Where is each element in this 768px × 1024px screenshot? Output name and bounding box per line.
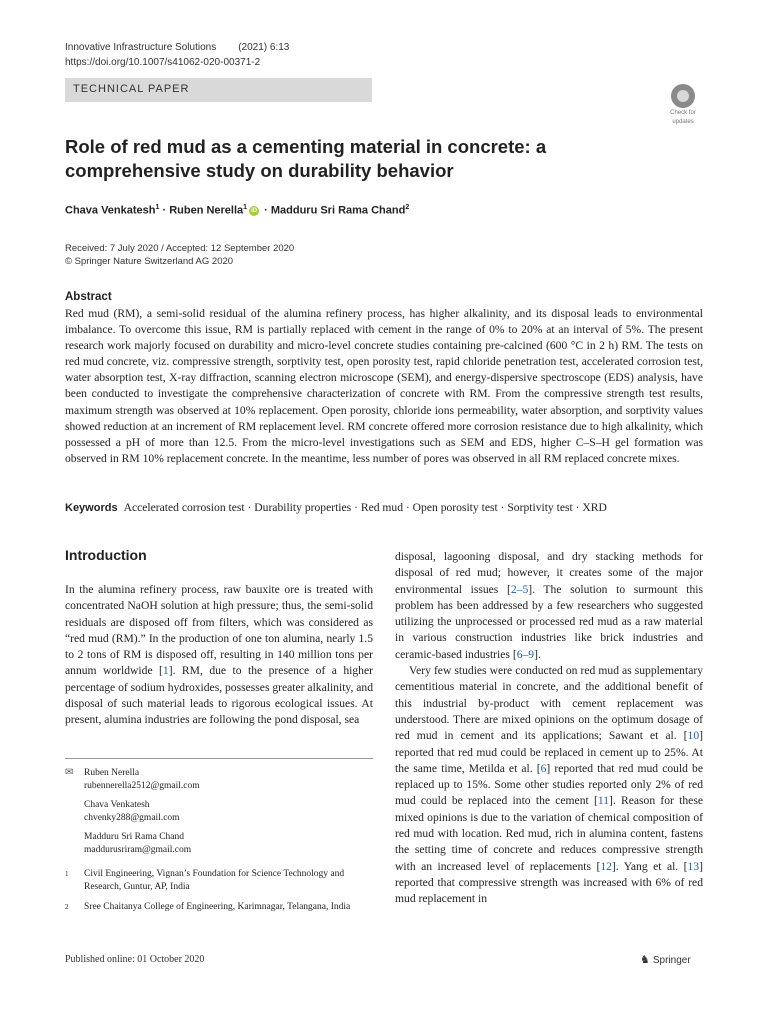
body-text: ]. RM, due to the presence of a higher percentage of sodium hydroxides, possesses greater alkalinity, and disposal of such material leads to rigorous ecological issues. At present, alumina industries are following the pond disposal, sea (65, 664, 374, 727)
doi-link[interactable]: https://doi.org/10.1007/s41062-020-00371-2 (65, 57, 261, 68)
keywords (65, 501, 705, 514)
author-name: Chava Venkatesh (65, 204, 156, 217)
author-name: Ruben Nerella (169, 204, 244, 217)
journal-name: Innovative Infrastructure Solutions (65, 42, 217, 53)
contact-name: Chava Venkatesh (84, 800, 150, 810)
author-name: Madduru Sri Rama Chand (270, 204, 406, 217)
citation-link[interactable]: 10 (687, 729, 700, 743)
keywords-list: Accelerated corrosion test · Durability properties · Red mud · Open porosity test · Sorptivity test · XRD (123, 501, 607, 514)
body-text: disposal, lagooning disposal, and dry stacking methods for disposal of red mud; however, it creates some of the major environmental issues [ (395, 550, 703, 596)
springer-horse-icon: ♞ (640, 954, 650, 966)
paper-title: Role of red mud as a cementing material in concrete: a comprehensive study on durability behavior (65, 136, 547, 181)
publisher-logo (640, 953, 691, 966)
journal-header (65, 40, 289, 70)
abstract-heading: Abstract (65, 291, 112, 303)
affiliation-entry (65, 868, 373, 893)
affiliation-number: 1 (65, 870, 69, 878)
journal-volume: (2021) 6:13 (238, 42, 290, 53)
intro-column-right (395, 549, 703, 908)
body-text: ] reported that red mud could be replaced in cement up to 25%. At the same time, Metilda et al. [ (395, 729, 703, 775)
paragraph (395, 663, 703, 907)
author-affiliation-ref: 2 (405, 204, 410, 211)
affiliation-number: 2 (65, 903, 69, 911)
citation-link[interactable]: 12 (600, 859, 612, 873)
contact-name: Madduru Sri Rama Chand (84, 832, 185, 842)
keywords-label: Keywords (65, 502, 118, 514)
body-text: ] reported that compressive strength was increased with 6% of red mud replacement in (395, 859, 703, 906)
received-accepted: Received: 7 July 2020 / Accepted: 12 September 2020 (65, 243, 295, 254)
footnote-divider (65, 758, 373, 759)
affiliation-text: Civil Engineering, Vignan’s Foundation for Science Technology and Research, Guntur, AP, India (84, 869, 345, 892)
author-affiliation-ref: 1 (155, 204, 160, 211)
crossmark-label-2: updates (672, 119, 694, 125)
orcid-icon[interactable]: iD (251, 207, 258, 214)
publisher-name: Springer (652, 955, 691, 966)
contact-entry (84, 767, 373, 792)
body-text: ]. The solution to surmount this problem has been addressed by a few researchers who suggested utilizing the unprocessed or processed red mud as a raw material in various construction industries like brick industries and ceramic-based industries [ (395, 582, 704, 661)
body-text: ]. Reason for these mixed opinions is due to the variation of chemical composition of red mud with location. Red mud, rich in alumina content, fastens the setting time of concrete and reduces compressive strength with an increased level of replacements [ (395, 794, 703, 873)
envelope-icon: ✉ (65, 767, 74, 778)
body-text: ]. Yang et al. [ (611, 859, 688, 873)
affiliations (65, 868, 373, 922)
contact-entry (84, 831, 373, 856)
abstract-text: Red mud (RM), a semi-solid residual of the alumina refinery process, has higher alkalinity, and its disposal leads to environmental imbalance. To overcome this issue, RM is partially replaced with cement in the range of 0% to 20% at an interval of 5%. The present research work majorly focused on durability and micro-level concrete studies containing pre-calcined (600 °C in 2 h) RM. The tests on red mud concrete, viz. compressive strength, sorptivity test, open porosity test, rapid chloride penetration test, accelerated corrosion test, water absorption test, X-ray diffraction, scanning electron microscope (SEM), and energy-dispersive spectroscope (EDS) analysis, have been conducted to investigate the comprehensive characterization of concrete with RM. From the compressive strength test results, maximum strength was observed at 10% replacement. Open porosity, chloride ions permeability, water absorption, and sorptivity values showed reduction at an increment of RM replacement level. RM concrete offered more corrosion resistance due to high alkalinity, which possessed a pH of more than 12.5. From the micro-level investigations such as SEM and EDS, higher C–S–H gel formation was observed in RM 10% replacement concrete. In the meantime, less number of pores was observed in all RM replaced concrete mixes. (65, 307, 703, 465)
contact-entry (84, 799, 373, 824)
copyright: © Springer Nature Switzerland AG 2020 (65, 256, 234, 267)
published-online: Published online: 01 October 2020 (65, 954, 205, 965)
contact-name: Ruben Nerella (84, 768, 140, 778)
citation-link[interactable]: 6 (540, 761, 547, 775)
crossmark-label-1: Check for (670, 110, 696, 116)
paper-type-banner (65, 78, 372, 102)
body-text: In the alumina refinery process, raw bauxite ore is treated with concentrated NaOH solution at high pressure; thus, the semi-solid residuals are disposed off from filters, which was considered as “red mud (RM).” In the production of one ton alumina, nearly 1.5 to 2 tons of RM is disposed off, resulting in 140 million tons per annum worldwide [ (65, 583, 373, 678)
body-text: ]. (534, 647, 541, 661)
introduction-heading: Introduction (65, 547, 147, 563)
author-affiliation-ref: 1 (243, 204, 248, 211)
citation-link[interactable]: 1 (162, 664, 169, 678)
body-text: ] reported that red mud could be replaced up to 15%. Some other studies reported only 2% of red mud could be replaced into the cement [ (395, 761, 703, 808)
contact-email[interactable]: maddurusriram@gmail.com (84, 844, 192, 855)
crossmark-icon (671, 84, 695, 108)
citation-link[interactable]: 6–9 (516, 647, 535, 661)
corresponding-contacts (65, 767, 373, 863)
affiliation-text: Sree Chaitanya College of Engineering, Karimnagar, Telangana, India (84, 902, 351, 912)
article-dates (65, 242, 294, 268)
contact-email[interactable]: chvenky288@gmail.com (84, 812, 180, 823)
author-list: Chava Venkatesh$^1$ · Ruben Nerella$^1$ iD · Madduru Sri Rama Chand$^2$ (65, 204, 410, 217)
intro-column-left (65, 582, 373, 729)
paragraph (395, 549, 703, 663)
affiliation-entry (65, 901, 373, 914)
check-for-updates-badge[interactable] (664, 84, 702, 124)
citation-link[interactable]: 13 (687, 859, 700, 873)
contact-email[interactable]: rubennerella2512@gmail.com (84, 780, 200, 791)
paper-type-label: TECHNICAL PAPER (73, 83, 190, 95)
citation-link[interactable]: 2–5 (510, 582, 529, 596)
body-text: Very few studies were conducted on red mud as supplementary cementitious material in concrete, and the additional benefit of this industrial by-product with cement replacement was understood. There are mixed opinions on the optimum dosage of red mud in cement and its applications; Sawant et al. [ (395, 664, 703, 743)
citation-link[interactable]: 11 (597, 794, 610, 808)
